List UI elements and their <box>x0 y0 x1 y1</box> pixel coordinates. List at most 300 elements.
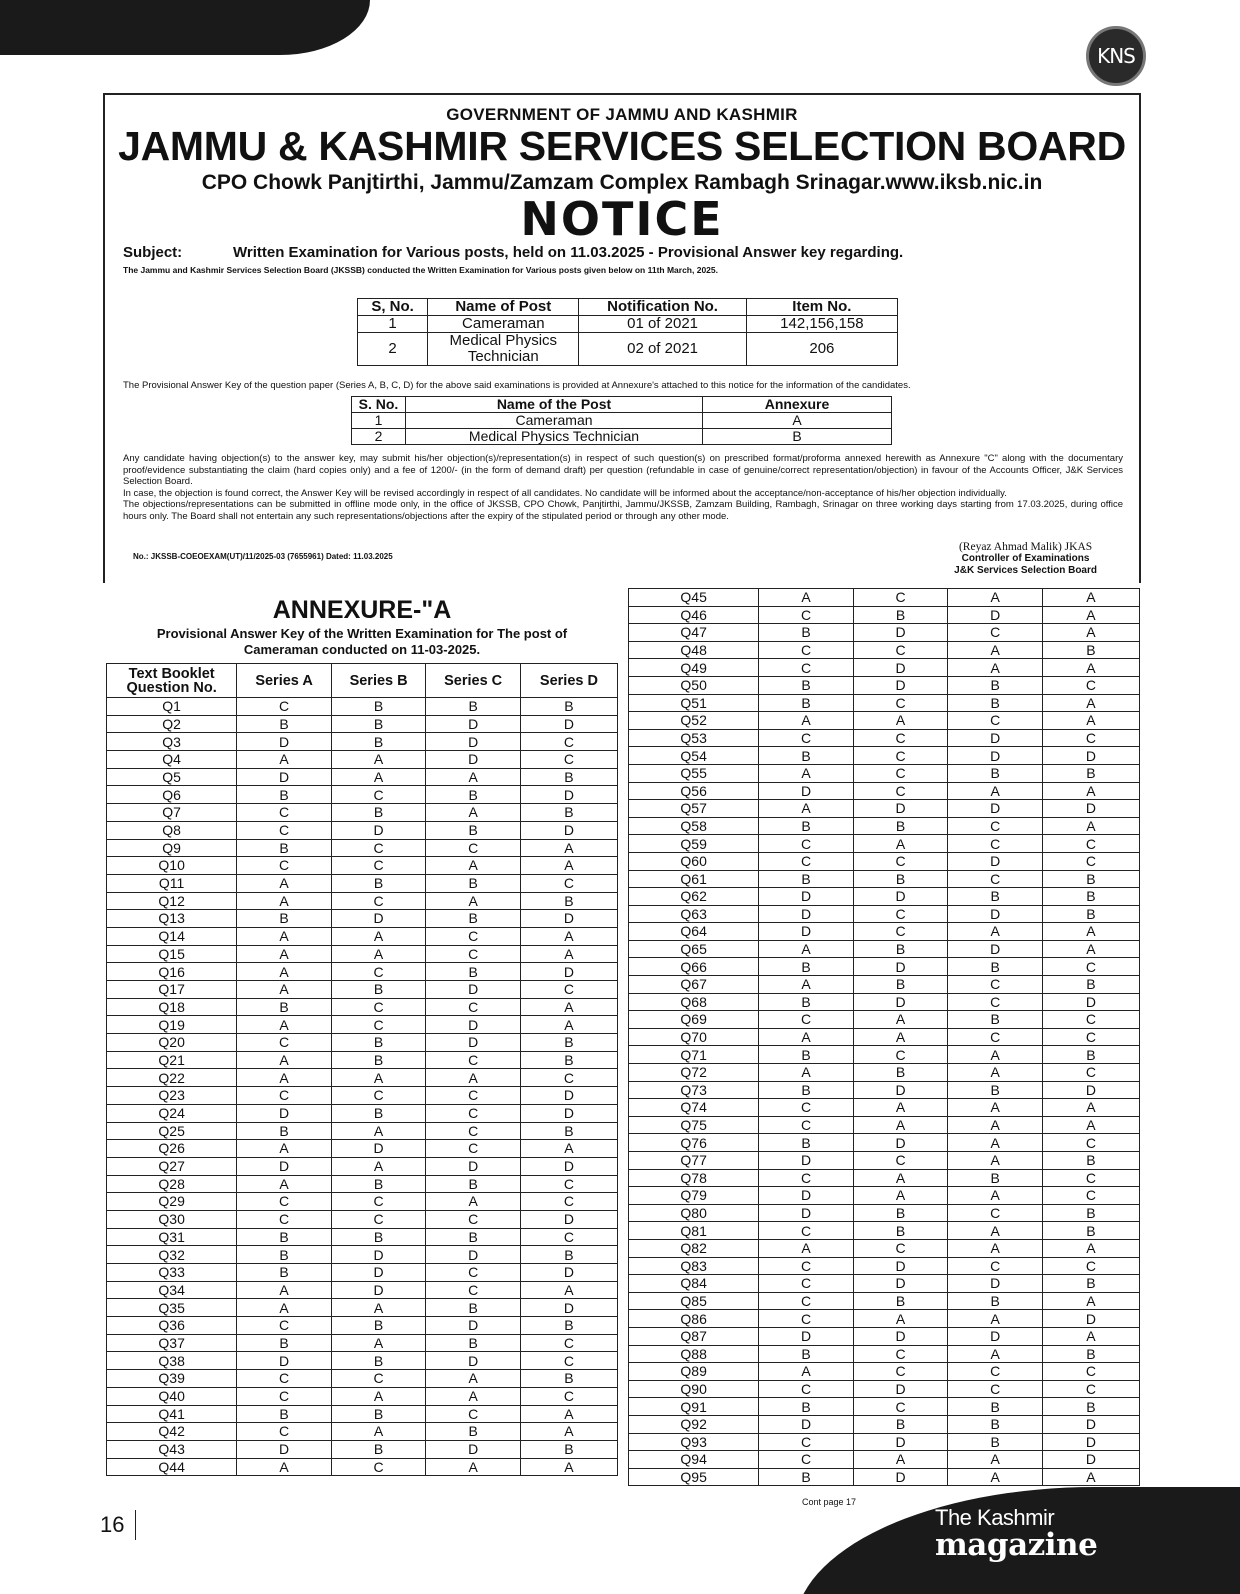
answer-key-table-left <box>106 663 618 1476</box>
table-row <box>629 1187 1140 1205</box>
subject-text: Written Examination for Various posts, held on 11.03.2025 - Provisional Answer key regarding. <box>233 244 904 261</box>
table-cell: C <box>520 1334 617 1352</box>
table-cell: D <box>853 676 948 694</box>
table-cell: D <box>426 1317 521 1335</box>
table-cell: A <box>853 1116 948 1134</box>
table-cell: C <box>237 1087 332 1105</box>
table-cell: B <box>426 910 521 928</box>
table-cell: C <box>759 1116 854 1134</box>
row-label-cell: Q74 <box>629 1099 759 1117</box>
row-label-cell: Q3 <box>107 733 237 751</box>
table-cell: C <box>331 839 426 857</box>
table-cell: B <box>331 1051 426 1069</box>
table-row <box>107 1157 618 1175</box>
table-cell: C <box>520 733 617 751</box>
table-row <box>629 1257 1140 1275</box>
table-cell: C <box>331 1193 426 1211</box>
table-cell: B <box>948 888 1043 906</box>
table-row <box>629 1451 1140 1469</box>
table-row <box>107 1034 618 1052</box>
table-cell: B <box>853 1064 948 1082</box>
table-cell: C <box>237 821 332 839</box>
table-cell: D <box>237 1104 332 1122</box>
table-cell: B <box>331 1440 426 1458</box>
table-cell: A <box>237 1281 332 1299</box>
table-cell: D <box>520 963 617 981</box>
table-row <box>629 764 1140 782</box>
table-cell: A <box>948 1116 1043 1134</box>
table-cell: 01 of 2021 <box>579 316 746 333</box>
table-cell: B <box>426 874 521 892</box>
table-cell: B <box>1042 764 1139 782</box>
table-cell: D <box>520 786 617 804</box>
table-cell: C <box>520 1193 617 1211</box>
table-cell: C <box>948 712 1043 730</box>
column-header: Series B <box>331 664 426 698</box>
table-cell: B <box>703 429 892 445</box>
table-row <box>107 963 618 981</box>
column-header: Series A <box>237 664 332 698</box>
table-cell: B <box>520 698 617 716</box>
table-cell: C <box>1042 958 1139 976</box>
table-cell: B <box>759 694 854 712</box>
table-cell: B <box>520 1440 617 1458</box>
table-cell: B <box>426 1423 521 1441</box>
table-row <box>107 1087 618 1105</box>
table-cell: A <box>426 1069 521 1087</box>
table-cell: A <box>759 940 854 958</box>
objections-paragraph: In case, the objection is found correct, the Answer Key will be revised accordingly in respect of all candidates. No candidate will be informed about the acceptance/non-acceptance of his/her objection individually. <box>123 487 1007 499</box>
table-row <box>629 1310 1140 1328</box>
table-cell: B <box>331 1175 426 1193</box>
table-cell: D <box>948 747 1043 765</box>
table-row <box>107 1405 618 1423</box>
table-row <box>629 1398 1140 1416</box>
notice-title: NOTICE <box>520 192 724 246</box>
table-row <box>107 1423 618 1441</box>
table-cell: C <box>426 1140 521 1158</box>
objections-paragraph: Any candidate having objection(s) to the answer key, may submit his/her objection(s)/representation(s) in respect of such question(s) on prescribed format/proforma annexed herewith as Annexure "C" along with the documentary proof/evidence substantiating the claim (hard copies only) and a fee of 1200/- (in the form of demand draft) per question (refundable in case of genuine/correct representation/objection) in favour of the Accounts Officer, J&K Services Selection Board. <box>123 453 1123 488</box>
table-cell: D <box>948 606 1043 624</box>
table-cell: A <box>237 874 332 892</box>
table-cell: B <box>426 786 521 804</box>
table-cell: C <box>759 1433 854 1451</box>
row-label-cell: Q55 <box>629 764 759 782</box>
table-row <box>107 1370 618 1388</box>
table-cell: C <box>331 1016 426 1034</box>
table-cell: D <box>853 993 948 1011</box>
table-cell: D <box>426 733 521 751</box>
table-cell: B <box>520 1317 617 1335</box>
table-row <box>629 852 1140 870</box>
table-cell: C <box>853 764 948 782</box>
table-cell: C <box>331 963 426 981</box>
table-row <box>629 1116 1140 1134</box>
row-label-cell: Q41 <box>107 1405 237 1423</box>
table-cell: A <box>948 1222 1043 1240</box>
table-cell: C <box>426 1281 521 1299</box>
table-row <box>629 1380 1140 1398</box>
table-row <box>107 1228 618 1246</box>
table-cell: A <box>948 659 1043 677</box>
row-label-cell: Q67 <box>629 976 759 994</box>
table-cell: C <box>853 1152 948 1170</box>
table-cell: A <box>1042 659 1139 677</box>
table-cell: C <box>1042 852 1139 870</box>
table-row <box>107 1387 618 1405</box>
table-cell: B <box>331 1104 426 1122</box>
row-label-cell: Q51 <box>629 694 759 712</box>
table-cell: A <box>1042 694 1139 712</box>
table-cell: B <box>237 910 332 928</box>
table-row <box>629 1028 1140 1046</box>
table-cell: C <box>426 927 521 945</box>
table-cell: B <box>237 1334 332 1352</box>
row-label-cell: Q70 <box>629 1028 759 1046</box>
annexure-title: ANNEXURE-"A <box>272 596 452 624</box>
table-cell: B <box>237 1264 332 1282</box>
table-cell: B <box>1042 1345 1139 1363</box>
table-row <box>629 1345 1140 1363</box>
table-cell: D <box>948 940 1043 958</box>
row-label-cell: Q42 <box>107 1423 237 1441</box>
table-row <box>629 1046 1140 1064</box>
row-label-cell: Q77 <box>629 1152 759 1170</box>
row-label-cell: Q24 <box>107 1104 237 1122</box>
row-label-cell: Q78 <box>629 1169 759 1187</box>
table-cell: D <box>759 888 854 906</box>
table-row <box>629 800 1140 818</box>
column-header: Text Booklet Question No. <box>107 664 237 698</box>
table-cell: A <box>331 751 426 769</box>
table-row <box>358 333 898 366</box>
table-cell: D <box>853 1468 948 1486</box>
row-label-cell: Q8 <box>107 821 237 839</box>
table-cell: A <box>1042 1116 1139 1134</box>
table-cell: D <box>759 1327 854 1345</box>
table-cell: B <box>759 1398 854 1416</box>
table-cell: B <box>331 981 426 999</box>
row-label-cell: Q79 <box>629 1187 759 1205</box>
table-row <box>629 694 1140 712</box>
table-cell: C <box>520 1228 617 1246</box>
row-label-cell: Q20 <box>107 1034 237 1052</box>
table-cell: B <box>520 804 617 822</box>
table-cell: A <box>426 857 521 875</box>
table-cell: A <box>237 963 332 981</box>
table-cell: B <box>1042 870 1139 888</box>
row-label-cell: Q5 <box>107 768 237 786</box>
table-cell: C <box>759 1380 854 1398</box>
table-cell: B <box>948 676 1043 694</box>
table-cell: A <box>853 1028 948 1046</box>
table-row <box>629 1292 1140 1310</box>
table-cell: A <box>426 768 521 786</box>
table-cell: B <box>237 998 332 1016</box>
table-cell: C <box>759 1451 854 1469</box>
table-cell: B <box>331 1317 426 1335</box>
table-cell: C <box>331 998 426 1016</box>
table-cell: A <box>237 1051 332 1069</box>
posts-table <box>357 298 898 366</box>
table-cell: A <box>426 1458 521 1476</box>
table-cell: B <box>1042 905 1139 923</box>
table-cell: D <box>520 1299 617 1317</box>
table-cell: C <box>426 839 521 857</box>
row-label-cell: Q11 <box>107 874 237 892</box>
row-label-cell: Q82 <box>629 1239 759 1257</box>
table-cell: C <box>853 1239 948 1257</box>
table-cell: C <box>759 1099 854 1117</box>
table-row <box>629 1081 1140 1099</box>
table-cell: D <box>1042 1415 1139 1433</box>
signatory-title: Controller of Examinations <box>961 553 1090 564</box>
table-cell: A <box>759 800 854 818</box>
table-cell: C <box>520 981 617 999</box>
row-label-cell: Q29 <box>107 1193 237 1211</box>
row-label-cell: Q16 <box>107 963 237 981</box>
row-label-cell: Q26 <box>107 1140 237 1158</box>
row-label-cell: Q30 <box>107 1210 237 1228</box>
table-cell: B <box>853 1222 948 1240</box>
table-cell: C <box>237 1317 332 1335</box>
table-row <box>107 1352 618 1370</box>
row-label-cell: Q28 <box>107 1175 237 1193</box>
row-label-cell: Q36 <box>107 1317 237 1335</box>
table-cell: D <box>853 1327 948 1345</box>
table-cell: A <box>520 1281 617 1299</box>
row-label-cell: Q63 <box>629 905 759 923</box>
row-label-cell: Q39 <box>107 1370 237 1388</box>
table-cell: B <box>948 1169 1043 1187</box>
table-cell: B <box>853 1204 948 1222</box>
table-cell: C <box>948 817 1043 835</box>
row-label-cell: Q80 <box>629 1204 759 1222</box>
table-cell: C <box>237 1193 332 1211</box>
table-cell: C <box>331 1210 426 1228</box>
row-label-cell: Q69 <box>629 1011 759 1029</box>
intro-text: The Jammu and Kashmir Services Selection Board (JKSSB) conducted the Written Examination for Various posts given below on 11th March, 2025. <box>123 265 718 275</box>
row-label-cell: Q62 <box>629 888 759 906</box>
table-cell: C <box>520 874 617 892</box>
row-label-cell: Q71 <box>629 1046 759 1064</box>
table-row <box>352 413 892 429</box>
table-row <box>629 624 1140 642</box>
table-cell: B <box>331 1405 426 1423</box>
table-cell: A <box>948 1134 1043 1152</box>
row-label-cell: Q35 <box>107 1299 237 1317</box>
table-cell: C <box>853 729 948 747</box>
row-label-cell: 1 <box>358 316 428 333</box>
row-label-cell: Q25 <box>107 1122 237 1140</box>
continued-note: Cont page 17 <box>802 1497 857 1507</box>
table-row <box>629 1169 1140 1187</box>
table-row <box>629 888 1140 906</box>
table-cell: B <box>331 1034 426 1052</box>
table-cell: B <box>948 694 1043 712</box>
row-label-cell: Q64 <box>629 923 759 941</box>
table-row <box>629 1415 1140 1433</box>
table-cell: B <box>520 1051 617 1069</box>
table-cell: B <box>426 1334 521 1352</box>
row-label-cell: Q27 <box>107 1157 237 1175</box>
table-cell: A <box>759 1239 854 1257</box>
row-label-cell: Q73 <box>629 1081 759 1099</box>
kns-logo: KNS <box>1086 26 1146 86</box>
table-cell: B <box>1042 1398 1139 1416</box>
table-cell: B <box>1042 888 1139 906</box>
table-cell: C <box>948 1380 1043 1398</box>
table-cell: C <box>948 976 1043 994</box>
table-cell: D <box>426 751 521 769</box>
table-cell: 02 of 2021 <box>579 333 746 366</box>
table-cell: D <box>1042 1451 1139 1469</box>
row-label-cell: Q52 <box>629 712 759 730</box>
table-cell: D <box>331 1246 426 1264</box>
table-cell: Medical Physics Technician <box>406 429 703 445</box>
table-cell: C <box>1042 835 1139 853</box>
table-cell: D <box>759 1187 854 1205</box>
row-label-cell: Q56 <box>629 782 759 800</box>
table-cell: A <box>331 1157 426 1175</box>
table-cell: A <box>520 839 617 857</box>
table-cell: C <box>237 698 332 716</box>
table-cell: A <box>948 782 1043 800</box>
column-header: Name of the Post <box>406 397 703 413</box>
table-cell: C <box>759 659 854 677</box>
signature-block <box>954 541 1097 577</box>
table-cell: B <box>237 1405 332 1423</box>
table-cell: B <box>759 747 854 765</box>
board-address: CPO Chowk Panjtirthi, Jammu/Zamzam Complex Rambagh Srinagar.www.iksb.nic.in <box>201 171 1043 194</box>
table-row <box>629 782 1140 800</box>
row-label-cell: Q18 <box>107 998 237 1016</box>
column-header: Notification No. <box>579 299 746 316</box>
table-cell: A <box>853 712 948 730</box>
table-cell: A <box>948 1099 1043 1117</box>
row-label-cell: Q50 <box>629 676 759 694</box>
table-row <box>629 993 1140 1011</box>
table-cell: B <box>948 764 1043 782</box>
row-label-cell: Q1 <box>107 698 237 716</box>
table-cell: C <box>948 835 1043 853</box>
table-cell: C <box>331 1458 426 1476</box>
table-cell: A <box>759 1028 854 1046</box>
table-cell: A <box>426 1387 521 1405</box>
table-cell: C <box>426 1405 521 1423</box>
row-label-cell: Q61 <box>629 870 759 888</box>
table-cell: C <box>759 1257 854 1275</box>
table-cell: B <box>426 698 521 716</box>
table-cell: C <box>759 606 854 624</box>
table-cell: B <box>948 1011 1043 1029</box>
table-cell: C <box>520 1352 617 1370</box>
table-row <box>107 981 618 999</box>
table-row <box>629 641 1140 659</box>
table-cell: B <box>853 870 948 888</box>
table-cell: A <box>520 1423 617 1441</box>
annexure-subtitle-line: Cameraman conducted on 11-03-2025. <box>243 642 481 657</box>
table-cell: C <box>520 751 617 769</box>
table-cell: C <box>853 641 948 659</box>
table-row <box>107 768 618 786</box>
table-cell: B <box>331 733 426 751</box>
table-cell: D <box>759 1152 854 1170</box>
table-cell: C <box>1042 1064 1139 1082</box>
table-cell: C <box>331 786 426 804</box>
row-label-cell: 2 <box>358 333 428 366</box>
table-cell: B <box>853 1415 948 1433</box>
row-label-cell: Q13 <box>107 910 237 928</box>
table-cell: C <box>1042 1011 1139 1029</box>
table-cell: D <box>426 1352 521 1370</box>
table-row <box>629 1152 1140 1170</box>
row-label-cell: Q10 <box>107 857 237 875</box>
table-cell: B <box>1042 1152 1139 1170</box>
table-row <box>629 870 1140 888</box>
row-label-cell: Q12 <box>107 892 237 910</box>
row-label-cell: Q95 <box>629 1468 759 1486</box>
table-cell: A <box>237 1069 332 1087</box>
table-cell: D <box>331 821 426 839</box>
row-label-cell: Q6 <box>107 786 237 804</box>
table-cell: C <box>426 1104 521 1122</box>
column-header: S. No. <box>352 397 406 413</box>
table-row <box>629 747 1140 765</box>
table-cell: A <box>331 768 426 786</box>
table-cell: A <box>759 712 854 730</box>
table-cell: A <box>426 804 521 822</box>
table-cell: A <box>759 976 854 994</box>
table-cell: B <box>237 1122 332 1140</box>
top-decorative-band <box>0 0 370 55</box>
table-row <box>107 998 618 1016</box>
table-cell: A <box>331 945 426 963</box>
row-label-cell: Q4 <box>107 751 237 769</box>
page-number: 16 <box>100 1512 125 1537</box>
table-cell: A <box>426 1193 521 1211</box>
row-label-cell: Q81 <box>629 1222 759 1240</box>
table-cell: B <box>853 940 948 958</box>
row-label-cell: Q22 <box>107 1069 237 1087</box>
table-cell: B <box>948 1398 1043 1416</box>
table-row <box>107 1317 618 1335</box>
table-row <box>629 1275 1140 1293</box>
table-cell: A <box>331 1122 426 1140</box>
table-cell: D <box>1042 1081 1139 1099</box>
table-row <box>107 751 618 769</box>
table-cell: D <box>853 800 948 818</box>
table-row <box>107 1458 618 1476</box>
row-label-cell: Q31 <box>107 1228 237 1246</box>
table-cell: A <box>520 1405 617 1423</box>
table-cell: C <box>853 905 948 923</box>
table-cell: A <box>237 981 332 999</box>
page-number-divider <box>135 1510 136 1540</box>
row-label-cell: Q84 <box>629 1275 759 1293</box>
row-label-cell: Q17 <box>107 981 237 999</box>
table-cell: C <box>426 1210 521 1228</box>
table-row <box>629 905 1140 923</box>
row-label-cell: Q45 <box>629 589 759 607</box>
table-cell: D <box>426 1440 521 1458</box>
table-cell: B <box>237 786 332 804</box>
table-cell: C <box>759 1011 854 1029</box>
row-label-cell: 2 <box>352 429 406 445</box>
table-cell: D <box>948 905 1043 923</box>
table-cell: B <box>237 1246 332 1264</box>
row-label-cell: Q44 <box>107 1458 237 1476</box>
